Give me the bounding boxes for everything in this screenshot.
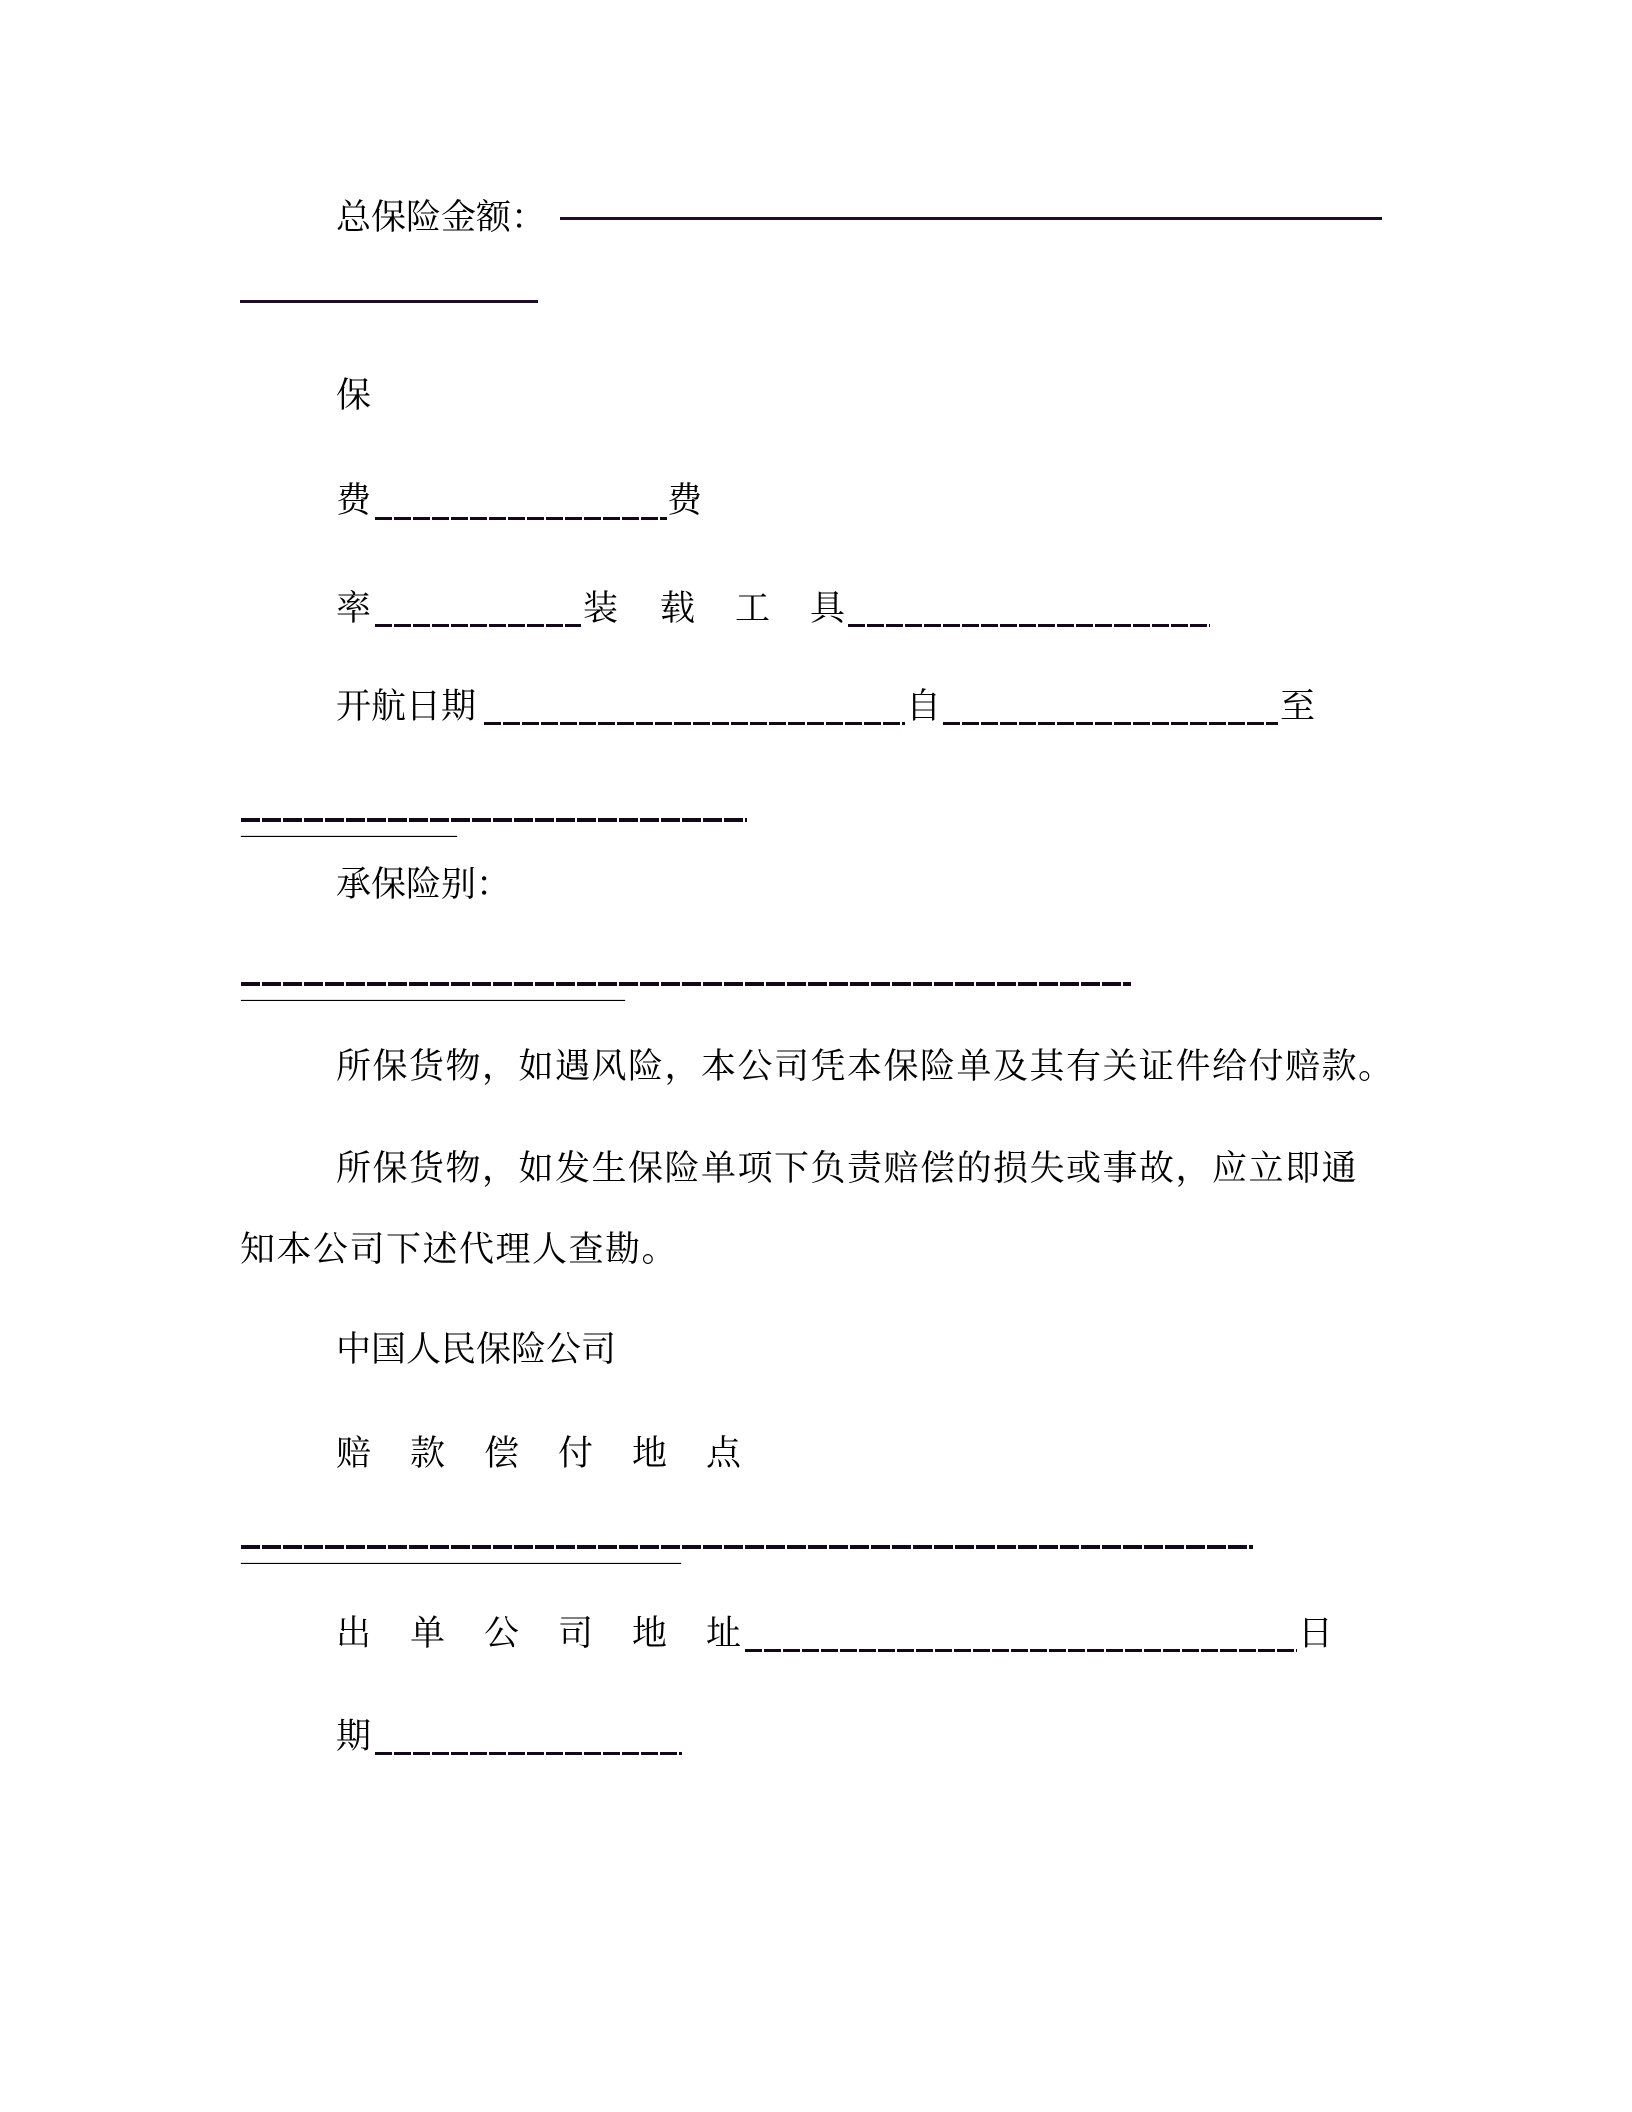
paragraph-notify-agent-continued: 知本公司下述代理人查勘。 [240, 1230, 679, 1270]
to-blank[interactable]: ___________________________ [241, 818, 747, 822]
company-name: 中国人民保险公司 [336, 1330, 617, 1370]
issuing-office-char-2: 单 [410, 1614, 446, 1654]
claim-place-char-5: 地 [632, 1434, 668, 1474]
total-insured-amount-line[interactable] [560, 217, 1382, 220]
rate-blank[interactable] [375, 591, 581, 634]
issuing-office-blank[interactable] [745, 1616, 1297, 1659]
conveyance-char-4: 具 [810, 589, 846, 629]
claim-place-char-4: 付 [558, 1434, 594, 1474]
conveyance-char-2: 载 [660, 589, 696, 629]
issuing-office-char-4: 司 [558, 1614, 594, 1654]
premium-blank[interactable] [375, 484, 667, 527]
issuing-office-char-1: 出 [336, 1614, 372, 1654]
conveyance-blank[interactable] [848, 591, 1210, 634]
conditions-blank[interactable]: ________________________________________________ [241, 982, 1131, 986]
issue-date-char-ri: 日 [1298, 1614, 1334, 1654]
from-blank[interactable] [943, 689, 1278, 732]
issue-date-char-qi: 期 [336, 1717, 372, 1757]
issue-date-blank[interactable] [375, 1719, 682, 1762]
paragraph-claims-payment: 所保货物，如遇风险，本公司凭本保险单及其有关证件给付赔款。 [336, 1047, 1395, 1087]
issuing-office-char-6: 址 [706, 1614, 742, 1654]
conditions-label: 承保险别： [336, 865, 512, 905]
claim-place-char-6: 点 [706, 1434, 742, 1474]
to-label: 至 [1280, 687, 1316, 727]
premium-char-bao: 保 [336, 376, 372, 416]
sailing-date-blank[interactable] [484, 689, 905, 732]
conveyance-char-3: 工 [735, 589, 771, 629]
rate-char-lv: 率 [336, 589, 372, 629]
issuing-office-char-3: 公 [484, 1614, 520, 1654]
paragraph-notify-agent: 所保货物，如发生保险单项下负责赔偿的损失或事故，应立即通 [336, 1149, 1359, 1189]
claim-place-char-2: 款 [410, 1434, 446, 1474]
total-insured-amount-label: 总保险金额： [336, 198, 547, 238]
sailing-date-label: 开航日期 [336, 687, 477, 727]
from-label: 自 [906, 687, 942, 727]
issuing-office-char-5: 地 [632, 1614, 668, 1654]
conveyance-char-1: 装 [583, 589, 619, 629]
claim-place-blank[interactable]: _______________________________________________________ [241, 1545, 1253, 1549]
total-insured-amount-line-continued[interactable] [240, 300, 538, 303]
premium-char-fei: 费 [336, 481, 372, 521]
claim-place-char-1: 赔 [336, 1434, 372, 1474]
rate-char-fei: 费 [667, 481, 703, 521]
claim-place-char-3: 偿 [484, 1434, 520, 1474]
